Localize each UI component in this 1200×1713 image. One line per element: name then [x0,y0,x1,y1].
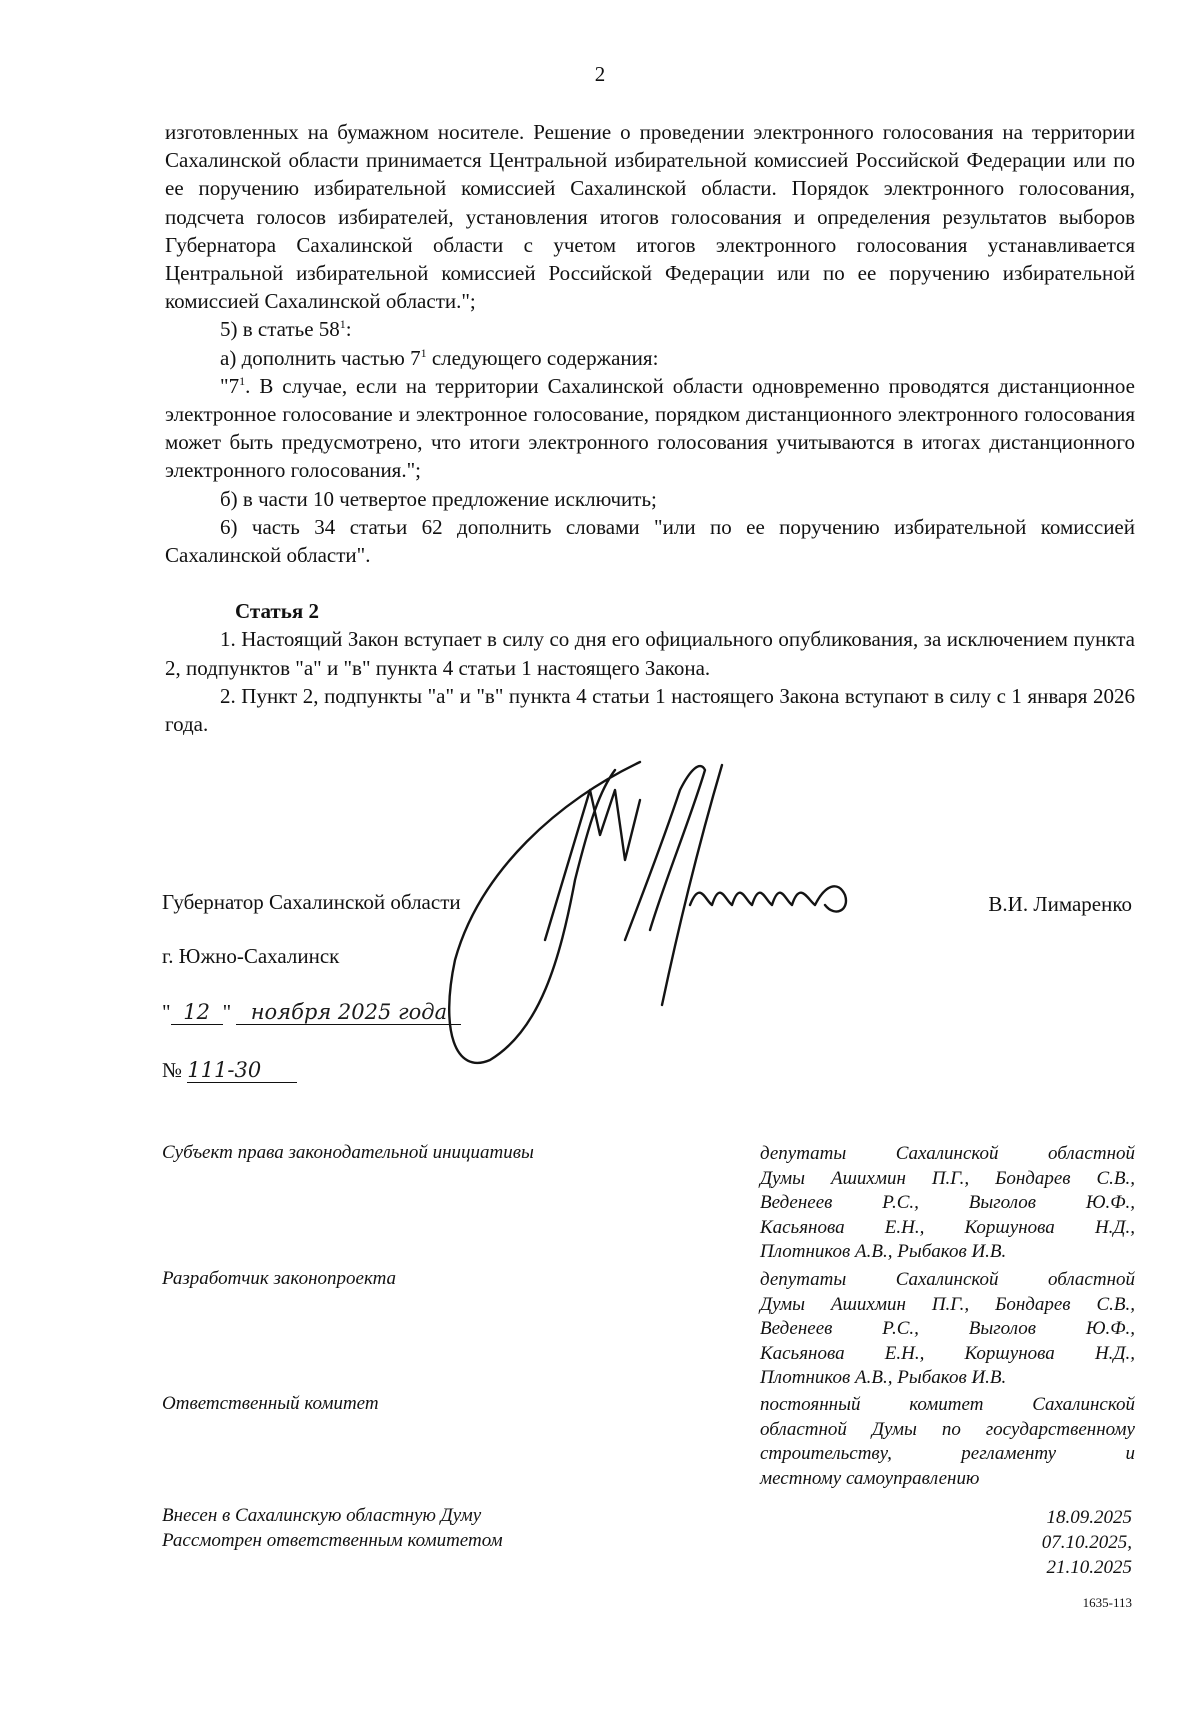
law-number-handwritten: 111-30 [187,1058,297,1083]
signature-loop [449,762,640,1063]
law-number: № 111-30 [162,1058,297,1083]
body-paragraph: б) в части 10 четвертое предложение исключить; [220,486,657,511]
credit-label-initiator: Субъект права законодательной инициативы [162,1142,534,1163]
law-body-text [165,118,1135,738]
credit-value-committee: постоянный комитет Сахалинской областной Думы по государственному строительству, регламенту и местному самоуправлению [760,1394,1135,1489]
credit-value-developer: депутаты Сахалинской областной Думы Ашихмин П.Г., Бондарев С.В., Веденеев Р.С., Выголов Ю.Ф., Касьянова Е.Н., Коршунова Н.Д., Плотников А.В., Рыбаков И.В. [760,1269,1135,1388]
page-number: 2 [594,62,606,86]
submission-label-reviewed: Рассмотрен ответственным комитетом [162,1530,503,1551]
credit-value-initiator: депутаты Сахалинской областной Думы Ашихмин П.Г., Бондарев С.В., Веденеев Р.С., Выголов Ю.Ф., Касьянова Е.Н., Коршунова Н.Д., Плотников А.В., Рыбаков И.В. [760,1143,1135,1262]
submission-label-introduced: Внесен в Сахалинскую областную Думу [162,1505,482,1526]
credit-label-committee: Ответственный комитет [162,1393,379,1414]
body-paragraph: 1. Настоящий Закон вступает в силу со дня его официального опубликования, за исключением пункта 2, подпунктов "а" и "в" пункта 4 статьи 1 настоящего Закона. [165,627,1135,680]
submission-dates: 18.09.2025 07.10.2025, 21.10.2025 [1041,1507,1132,1578]
body-paragraph: 6) часть 34 статьи 62 дополнить словами "или по ее поручению избирательной комиссией Сахалинской области". [165,514,1135,568]
body-paragraph: а) дополнить частью $7^1$ следующего содержания: [220,345,659,370]
date-month-handwritten: ноября 2025 года [236,1000,461,1025]
signature-stroke-2 [625,766,705,940]
signing-date: " 12 " ноября 2025 года [162,1000,461,1025]
signature-stroke-1 [545,790,640,940]
article-heading: Статья 2 [235,599,319,624]
credit-label-developer: Разработчик законопроекта [162,1268,397,1289]
signatory-name: В.И. Лимаренко [988,892,1132,916]
date-day-handwritten: 12 [171,1000,223,1025]
body-paragraph: 5) в статье $58^1$: [220,317,352,342]
document-code: 1635-113 [1082,1595,1132,1610]
body-paragraph: "$7^1$. В случае, если на территории Сахалинской области одновременно проводятся дистанционное электронное голосование и электронное голосование, порядком дистанционного электронного голосования может быть предусмотрено, что итоги электронного голосования учитываются в итогах дистанционного электронного голосования."; [165,373,1135,483]
body-paragraph: изготовленных на бумажном носителе. Решение о проведении электронного голосования на территории Сахалинской области принимается Центральной избирательной комиссией Российской Федерации или по ее поручению избирательной комиссией Сахалинской области. Порядок электронного голосования, подсчета голосов избирателей, установления итогов голосования и определения результатов выборов Губернатора Сахалинской области с учетом итогов электронного голосования устанавливается Центральной избирательной комиссией Российской Федерации или по ее поручению избирательной комиссией Сахалинской области."; [165,120,1135,314]
signature-stroke-3 [662,765,722,1005]
signatory-title: Губернатор Сахалинской области [162,890,461,914]
body-paragraph: 2. Пункт 2, подпункты "а" и "в" пункта 4 статьи 1 настоящего Закона вступают в силу с 1 января 2026 года. [165,683,1135,737]
signature-wave [690,886,846,911]
signing-city: г. Южно-Сахалинск [162,944,340,968]
